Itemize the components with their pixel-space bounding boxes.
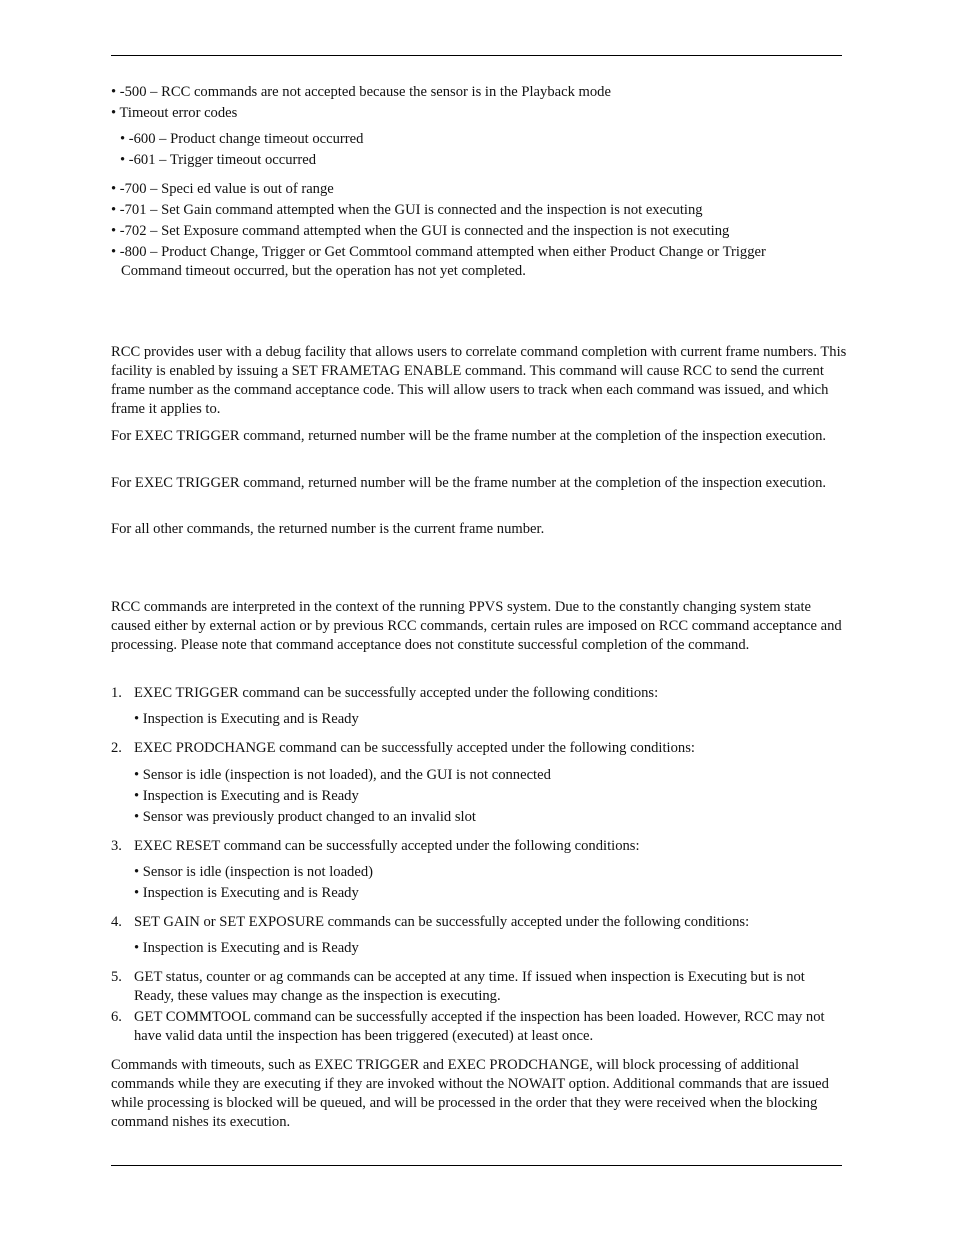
rule-number: 5. [111, 969, 122, 985]
rule-bullet: • Inspection is Executing and is Ready [134, 940, 359, 956]
frametag-paragraph-2: For EXEC TRIGGER command, returned number will be the frame number at the completion of the inspection execution. [111, 428, 827, 444]
rules-closing-paragraph: Commands with timeouts, such as EXEC TRIGGER and EXEC PRODCHANGE, will block processing of additional commands while they are executing if they are invoked without the NOWAIT option. Additional commands that are issued while processing is blocked will be queued, and will be processed in the order that they were received when the blocking command nishes its execution. [111, 1057, 829, 1130]
rule-bullet: • Inspection is Executing and is Ready [134, 788, 359, 804]
error-code-701: • -701 – Set Gain command attempted when the GUI is connected and the inspection is not executing [111, 202, 703, 218]
rule-text: SET GAIN or SET EXPOSURE commands can be successfully accepted under the following conditions: [134, 914, 750, 930]
rule-text: EXEC TRIGGER command can be successfully accepted under the following conditions: [134, 685, 659, 701]
header-rule [111, 55, 842, 56]
rule-number: 2. [111, 740, 122, 756]
error-code-800: • -800 – Product Change, Trigger or Get Commtool command attempted when either Product Change or Trigger [111, 244, 766, 260]
rule-bullet: • Sensor is idle (inspection is not loaded) [134, 864, 373, 880]
rule-text: GET status, counter or ag commands can be accepted at any time. If issued when inspection is Executing but is not Ready, these values may change as the inspection is executing. [134, 969, 805, 1004]
rule-bullet: • Inspection is Executing and is Ready [134, 885, 359, 901]
rule-bullet: • Sensor is idle (inspection is not loaded), and the GUI is not connected [134, 767, 551, 783]
frametag-paragraph-1: RCC provides user with a debug facility that allows users to correlate command completion with current frame numbers. This facility is enabled by issuing a SET FRAMETAG ENABLE command. This command will cause RCC to send the current frame number as the command acceptance code. This will allow users to track when each command was issued, and which frame it applies to. [111, 344, 847, 417]
error-code-700: • -700 – Speci ed value is out of range [111, 181, 334, 197]
error-code-600: • -600 – Product change timeout occurred [120, 131, 364, 147]
rule-text: EXEC RESET command can be successfully accepted under the following conditions: [134, 838, 640, 854]
error-code-500: • -500 – RCC commands are not accepted because the sensor is in the Playback mode [111, 84, 611, 100]
rule-bullet: • Inspection is Executing and is Ready [134, 711, 359, 727]
rule-number: 3. [111, 838, 122, 854]
rule-bullet: • Sensor was previously product changed to an invalid slot [134, 809, 476, 825]
timeout-heading: • Timeout error codes [111, 105, 238, 121]
error-code-800-continued: Command timeout occurred, but the operation has not yet completed. [121, 263, 526, 279]
frametag-paragraph-3: For EXEC TRIGGER command, returned number will be the frame number at the completion of the inspection execution. [111, 475, 827, 491]
error-code-601: • -601 – Trigger timeout occurred [120, 152, 317, 168]
rule-number: 1. [111, 685, 122, 701]
rule-number: 4. [111, 914, 122, 930]
error-code-702: • -702 – Set Exposure command attempted when the GUI is connected and the inspection is not executing [111, 223, 730, 239]
footer-rule [111, 1165, 842, 1166]
rule-number: 6. [111, 1009, 122, 1025]
rule-text: GET COMMTOOL command can be successfully accepted if the inspection has been loaded. However, RCC may not have valid data until the inspection has been triggered (executed) at least once. [134, 1009, 825, 1044]
rules-intro-paragraph: RCC commands are interpreted in the context of the running PPVS system. Due to the constantly changing system state caused either by external action or by previous RCC commands, certain rules are imposed on RCC command acceptance and processing. Please note that command acceptance does not constitute successful completion of the command. [111, 599, 842, 653]
frametag-paragraph-4: For all other commands, the returned number is the current frame number. [111, 521, 545, 537]
rule-text: EXEC PRODCHANGE command can be successfully accepted under the following conditions: [134, 740, 695, 756]
